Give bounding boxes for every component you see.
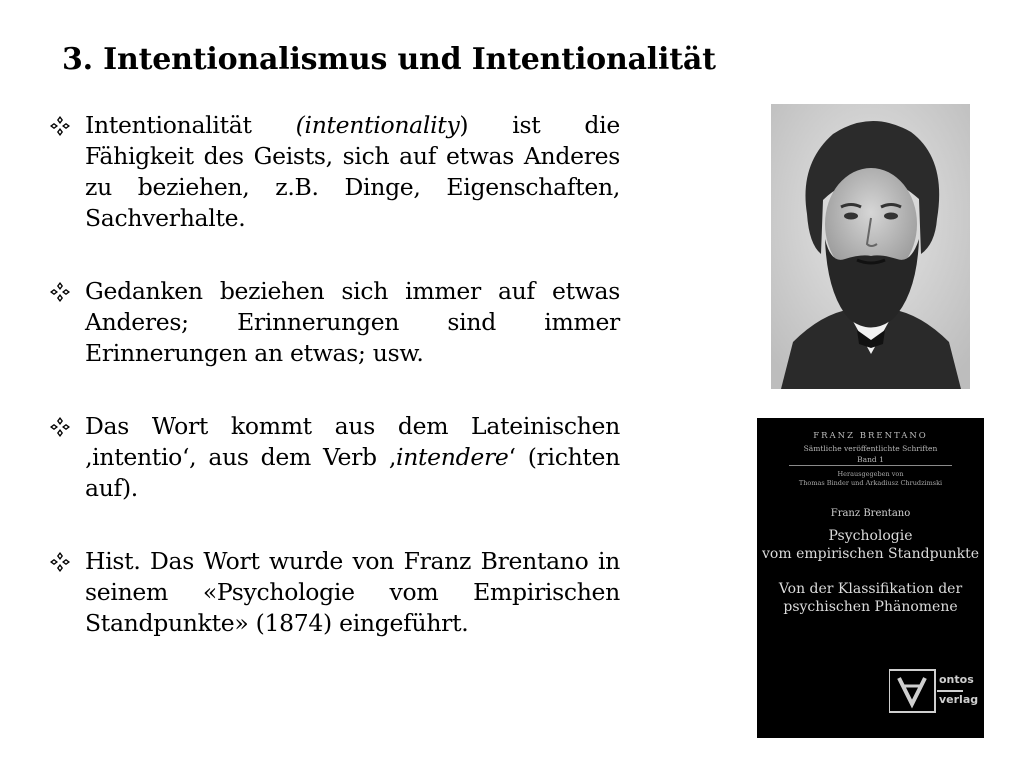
book-cover (757, 418, 984, 738)
bullet-list (48, 110, 620, 639)
four-petal-diamond-icon (50, 552, 70, 572)
brentano-portrait (771, 104, 970, 389)
book-title-line-1: Psychologie (828, 528, 913, 544)
bullet-text-4: Hist. Das Wort wurde von Franz Brentano in seinem «Psychologie vom Empirischen Standpunkte» (1874) eingeführt. (85, 547, 620, 637)
book-editors-line-2: Thomas Binder und Arkadiusz Chrudzimski (798, 479, 943, 487)
book-editors-line-1: Herausgegeben von (837, 470, 904, 478)
bullet-text-3b: ‘ (richten auf). (85, 443, 620, 502)
book-series-volume: Band 1 (857, 455, 884, 464)
bullet-item-1 (48, 110, 620, 234)
book-divider (789, 465, 952, 466)
book-series-name: Sämtliche veröffentlichte Schriften (803, 444, 938, 453)
bullet-text-3a: Das Wort kommt aus dem Lateinischen ‚intentio‘, aus dem Verb ‚ (85, 412, 620, 471)
bullet-item-4 (48, 546, 620, 639)
bullet-item-3 (48, 411, 620, 504)
four-petal-diamond-icon (50, 116, 70, 136)
book-subtitle-line-2: psychischen Phänomene (783, 599, 958, 615)
bullet-text-2: Gedanken beziehen sich immer auf etwas Anderes; Erinnerungen sind immer Erinnerungen an etwas; usw. (85, 277, 620, 367)
publisher-name-line-2: verlag (939, 693, 979, 706)
bullet-text-1a: Intentionalität (85, 111, 296, 139)
book-subtitle-line-1: Von der Klassifikation der (778, 581, 963, 597)
book-title-line-2: vom empirischen Standpunkte (762, 546, 979, 562)
book-series-author: FRANZ BRENTANO (813, 431, 928, 441)
four-petal-diamond-icon (50, 282, 70, 302)
bullet-text-1-italic: (intentionality (295, 111, 460, 139)
bearded-man-portrait-icon (771, 104, 970, 389)
slide-title: 3. Intentionalismus und Intentionalität (62, 42, 716, 77)
publisher-name-line-1: ontos (939, 673, 974, 686)
bullet-text-3-italic: intendere (395, 443, 509, 471)
book-author: Franz Brentano (830, 508, 911, 519)
four-petal-diamond-icon (50, 417, 70, 437)
bullet-item-2 (48, 276, 620, 369)
bullet-text-1b: ) ist die Fähigkeit des Geists, sich auf etwas Anderes zu beziehen, z.B. Dinge, Eigenschaften, Sachverhalte. (85, 111, 620, 232)
